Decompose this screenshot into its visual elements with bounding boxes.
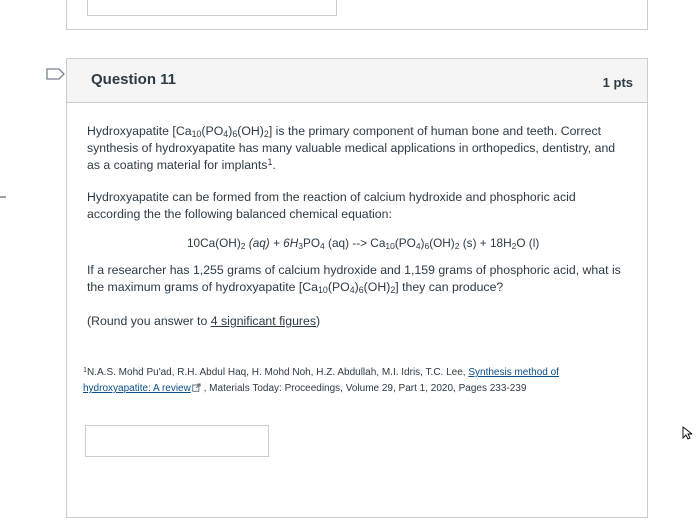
question-card (66, 58, 648, 518)
citation-footnote: $^1$N.A.S. Mohd Pu'ad, R.H. Abdul Haq, H. Mohd Noh, H.Z. Abdullah, M.I. Idris, T.C. Lee, Synthesis method of hydroxyapatite: A review , Materials Today: Proceedings, Volume 29, Part 1, 2020, Pages 233-239 (83, 364, 559, 394)
citation-link[interactable]: Synthesis method of hydroxyapatite: A review (83, 367, 559, 394)
rounding-instruction: (Round you answer to 4 significant figures) (87, 314, 321, 328)
previous-question-card (66, 0, 648, 30)
significant-figures-text: 4 significant figures (210, 314, 316, 328)
external-link-icon (192, 383, 201, 392)
flag-icon[interactable] (46, 68, 66, 80)
question-paragraph-reaction: Hydroxyapatite can be formed from the reaction of calcium hydroxide and phosphoric acid according the the following balanced chemical equation: (87, 190, 576, 221)
question-header (67, 59, 647, 103)
answer-input[interactable] (85, 425, 269, 457)
question-paragraph-prompt: If a researcher has 1,255 grams of calcium hydroxide and 1,159 grams of phosphoric acid, what is the maximum grams of hydroxyapatite $[Ca_{10}(PO_4)_6(OH)_2]$ they can produce? (87, 263, 621, 296)
mouse-cursor-icon (682, 426, 692, 440)
chemical-equation: $10Ca(OH)_2$ $(aq) + 6H_3PO_4$ (aq) --> $Ca_{10}(PO_4)_6(OH)_2$ $(s) + 18H_2O$ (l) (187, 236, 540, 252)
question-paragraph-intro: Hydroxyapatite $[Ca_{10}(PO_4)_6(OH)_2]$ is the primary component of human bone and teeth. Correct synthesis of hydroxyapatite has many valuable medical applications in orthopedics, dentistry, and as a coating material for implants$^1$. (87, 124, 616, 172)
page-edge-marker (0, 196, 6, 198)
previous-answer-box[interactable] (87, 0, 337, 16)
question-points: 1 pts (602, 75, 633, 90)
question-title: Question 11 (91, 71, 177, 88)
